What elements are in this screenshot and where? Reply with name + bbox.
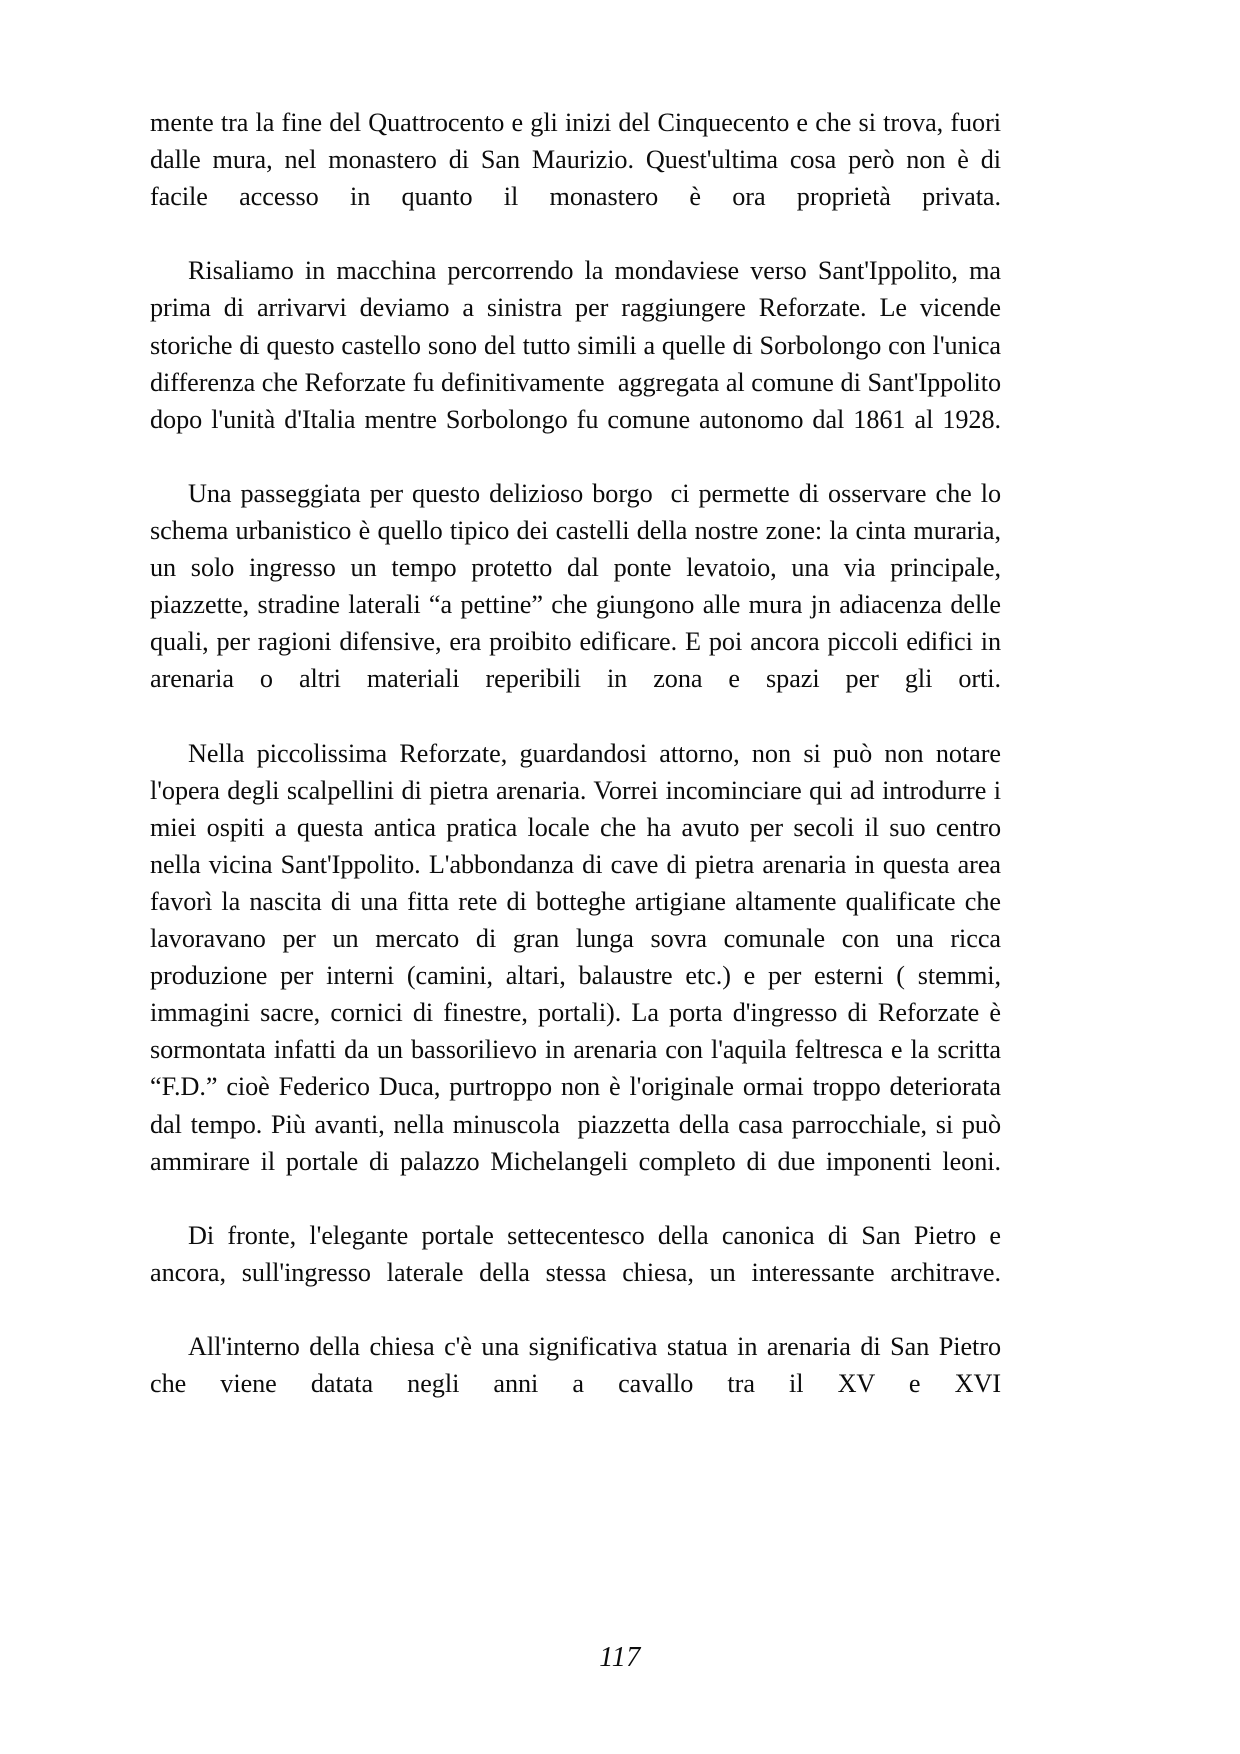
paragraph-6: All'interno della chiesa c'è una significativa statua in arenaria di San Pietro che viene datata negli anni a cavallo tra il XV e XVI	[150, 1332, 1008, 1399]
paragraph-5: Di fronte, l'elegante portale settecentesco della canonica di San Pietro e ancora, sull'ingresso laterale della stessa chiesa, un interessante architrave.	[150, 1220, 1008, 1287]
paragraph-4: Nella piccolissima Reforzate, guardandosi attorno, non si può non notare l'opera degli scalpellini di pietra arenaria. Vorrei incominciare qui ad introdurre i miei ospiti a questa antica pratica locale che ha avuto per secoli il suo centro nella vicina Sant'Ippolito. L'abbondanza di cave di pietra arenaria in questa area favorì la nascita di una fitta rete di botteghe artigiane altamente qualificate che lavoravano per un mercato di gran lunga sovra comunale con una ricca produzione per interni (camini, altari, balaustre etc.) e per esterni ( stemmi, immagini sacre, cornici di finestre, portali). La porta d'ingresso di Reforzate è sormontata infatti da un bassorilievo in arenaria con l'aquila feltresca e la scritta “F.D.” cioè Federico Duca, purtroppo non è l'originale ormai troppo deteriorata dal tempo. Più avanti, nella minuscola piazzetta della casa parrocchiale, si può ammirare il portale di palazzo Michelangeli completo di due imponenti leoni.	[150, 738, 1015, 1176]
paragraph-2: Risaliamo in macchina percorrendo la mondaviese verso Sant'Ippolito, ma prima di arrivarvi deviamo a sinistra per raggiungere Reforzate. Le vicende storiche di questo castello sono del tutto simili a quelle di Sorbolongo con l'unica differenza che Reforzate fu definitivamente aggregata al comune di Sant'Ippolito dopo l'unità d'Italia mentre Sorbolongo fu comune autonomo dal 1861 al 1928.	[150, 256, 1008, 434]
page-number: 117	[599, 1642, 641, 1673]
paragraph-1: mente tra la fine del Quattrocento e gli inizi del Cinquecento e che si trova, fuori dalle mura, nel monastero di San Maurizio. Quest'ultima cosa però non è di facile accesso in quanto il monastero è ora proprietà privata.	[150, 108, 1008, 212]
paragraph-3: Una passeggiata per questo delizioso borgo ci permette di osservare che lo schema urbanistico è quello tipico dei castelli della nostre zone: la cinta muraria, un solo ingresso un tempo protetto dal ponte levatoio, una via principale, piazzette, stradine laterali “a pettine” che giungono alle mura jn adiacenza delle quali, per ragioni difensive, era proibito edificare. E poi ancora piccoli edifici in arenaria o altri materiali reperibili in zona e spazi per gli orti.	[150, 478, 1008, 694]
page-body-text	[150, 104, 1015, 1439]
